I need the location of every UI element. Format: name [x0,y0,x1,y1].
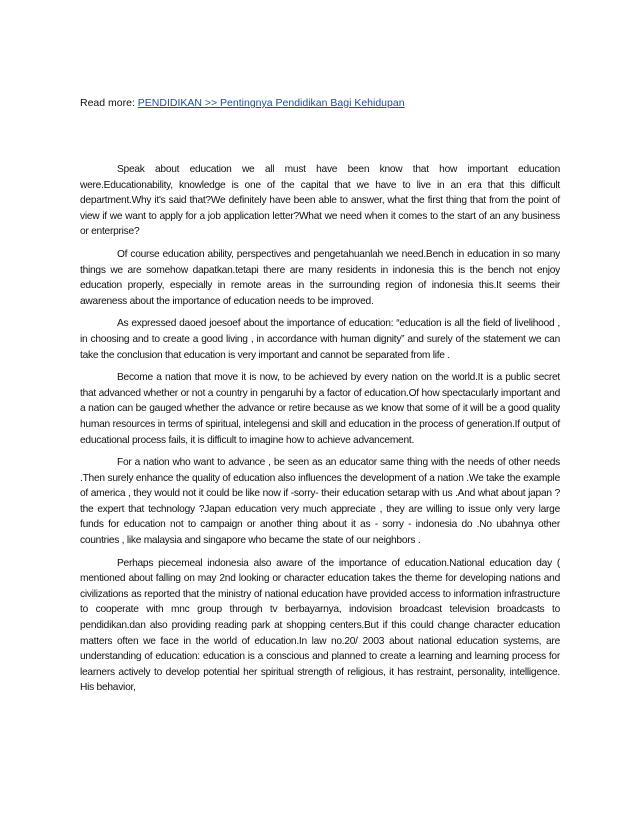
paragraph-6: Perhaps piecemeal indonesia also aware of the importance of education.National education day ( mentioned about falling on may 2nd looking or character education takes the theme for developing nations and civilizations as reported that the ministry of national education have provided access to information infrastructure to cooperate with mnc group through tv berbayarnya, indovision broadcast television broadcasts to pendidikan.dan also providing reading park at shopping centers.But if this could change character education matters often we face in the world of education.In law no.20/ 2003 about national education systems, are understanding of education: education is a conscious and planned to create a learning and learning process for learners actively to develop potential her spiritual strength of religious, it has restraint, personality, intelligence. His behavior, [80,557,560,694]
read-more-prefix: Read more: [80,97,138,109]
read-more-link[interactable]: PENDIDIKAN >> Pentingnya Pendidikan Bagi Kehidupan [137,97,405,109]
article-body [80,162,560,703]
paragraph-1: Speak about education we all must have been know that how important education were.Educationability, knowledge is one of the capital that we have to live in an era that this difficult department.Why it's said that?We definitely have been able to answer, what the first thing that from the point of view if we want to apply for a job application letter?What we need when it comes to the start of an any business or enterprise? [80,164,560,238]
paragraph-3: As expressed daoed joesoef about the importance of education: “education is all the field of livelihood , in choosing and to create a good living , in accordance with human dignity” and surely of the statement we can take the conclusion that education is very important and cannot be separated from life . [80,318,560,361]
paragraph-2: Of course education ability, perspectives and pengetahuanlah we need.Bench in education in so many things we are somehow dapatkan.tetapi there are many residents in indonesia this is the bench not enjoy education properly, especially in remote areas in the surrounding region of indonesia this.It seems their awareness about the importance of education needs to be improved. [80,248,560,307]
paragraph-5: For a nation who want to advance , be seen as an educator same thing with the needs of other needs .Then surely enhance the quality of education also influences the development of a nation .We take the example of america , they would not it could be like now if -sorry- their education setarap with us .And what about japan ? the expert that technology ?Japan education very much appreciate , they are willing to issue only very large funds for education not to campaign or another thing about it as - sorry - indonesia do .No ubahnya other countries , like malaysia and singapore who became the state of our neighbors . [80,457,560,547]
paragraph-4: Become a nation that move it is now, to be achieved by every nation on the world.It is a public secret that advanced whether or not a country in pengaruhi by a factor of education.Of how spectacularly important and a nation can be gauged whether the advance or retire because as we know that some of it will be a good quality human resources in terms of spiritual, intelegensi and skill and education in the process of generation.If output of educational process fails, it is difficult to imagine how to achieve advancement. [80,372,560,446]
read-more-line [80,97,405,109]
